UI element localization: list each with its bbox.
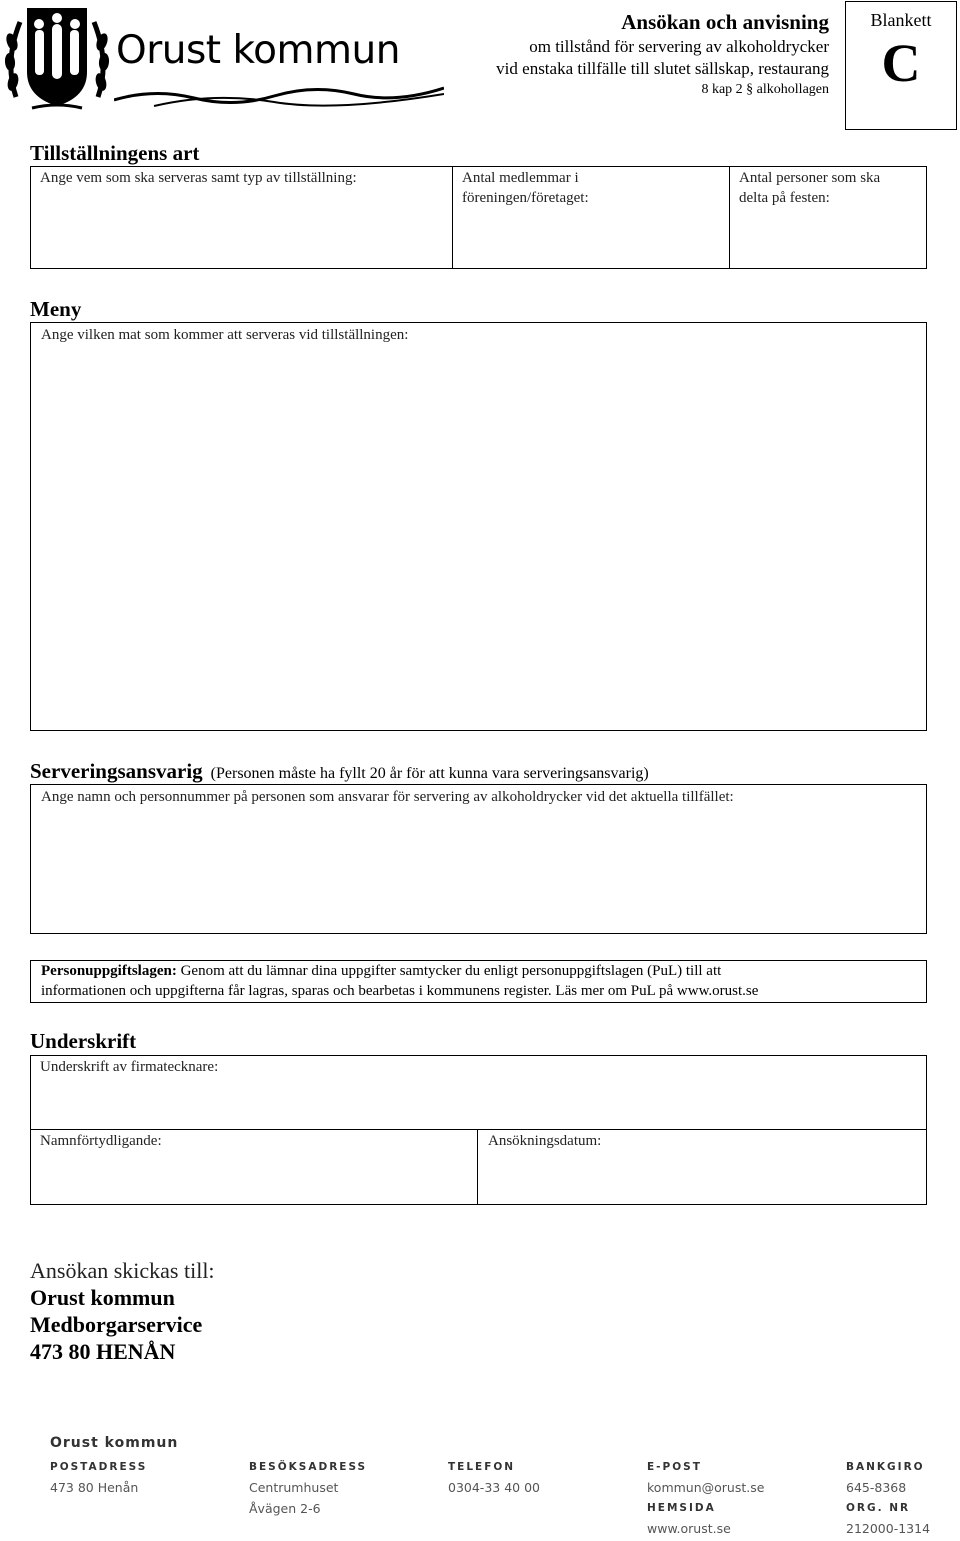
menu-field[interactable] bbox=[30, 322, 927, 731]
footer-besoksadress bbox=[249, 1461, 367, 1519]
member-count-label-2: föreningen/företaget: bbox=[462, 190, 589, 206]
guest-type-field[interactable] bbox=[32, 168, 450, 267]
application-date-label: Ansökningsdatum: bbox=[488, 1133, 602, 1149]
besoksadress-value-1: Centrumhuset bbox=[249, 1480, 339, 1495]
signature-field[interactable] bbox=[32, 1057, 925, 1128]
form-title: Ansökan och anvisning bbox=[621, 10, 829, 34]
blankett-label: Blankett bbox=[870, 10, 932, 30]
footer-postadress bbox=[50, 1461, 147, 1498]
hemsida-value[interactable]: www.orust.se bbox=[647, 1521, 731, 1536]
pul-text-2: informationen och uppgifterna får lagras, sparas och bearbetas i kommunens register. Läs mer om PuL på www.orust.se bbox=[41, 983, 759, 999]
orgnr-caption: ORG. NR bbox=[846, 1502, 911, 1514]
section-heading-meny: Meny bbox=[30, 297, 82, 321]
name-clarification-label: Namnförtydligande: bbox=[40, 1133, 162, 1149]
menu-label: Ange vilken mat som kommer att serveras vid tillställningen: bbox=[41, 327, 409, 343]
section-heading-art: Tillställningens art bbox=[30, 141, 200, 165]
logo-wordmark: Orust kommun bbox=[116, 28, 400, 73]
application-date-field[interactable] bbox=[479, 1131, 925, 1203]
form-subtitle-1: om tillstånd för servering av alkoholdrycker bbox=[529, 37, 829, 56]
art-divider-2 bbox=[729, 166, 730, 269]
municipal-logo bbox=[2, 2, 447, 114]
pul-bold-label: Personuppgiftslagen: bbox=[41, 963, 177, 979]
blankett-box bbox=[845, 1, 957, 130]
bankgiro-caption: BANKGIRO bbox=[846, 1461, 925, 1473]
art-divider-1 bbox=[452, 166, 453, 269]
send-to-department: Medborgarservice bbox=[30, 1312, 203, 1337]
besoksadress-value-2: Åvägen 2-6 bbox=[249, 1501, 321, 1516]
participant-count-field[interactable] bbox=[731, 168, 925, 267]
send-to-intro: Ansökan skickas till: bbox=[30, 1258, 215, 1283]
form-subtitle-2: vid enstaka tillfälle till slutet sällskap, restaurang bbox=[496, 59, 829, 78]
servering-heading-note: (Personen måste ha fyllt 20 år för att kunna vara serveringsansvarig) bbox=[210, 765, 649, 782]
member-count-label-1: Antal medlemmar i bbox=[462, 170, 579, 186]
responsible-person-field[interactable] bbox=[30, 784, 927, 934]
pul-line-1 bbox=[41, 961, 721, 982]
telefon-caption: TELEFON bbox=[448, 1461, 516, 1473]
form-law-reference: 8 kap 2 § alkohollagen bbox=[701, 82, 829, 97]
member-count-field[interactable] bbox=[454, 168, 727, 267]
pul-text-1: Genom att du lämnar dina uppgifter samtycker du enligt personuppgiftslagen (PuL) till att bbox=[180, 963, 722, 979]
logo-wave-decoration bbox=[114, 80, 444, 110]
bankgiro-value: 645-8368 bbox=[846, 1480, 907, 1495]
participant-count-label-2: delta på festen: bbox=[739, 190, 830, 206]
pul-notice bbox=[30, 960, 927, 1003]
footer-bankgiro bbox=[846, 1461, 930, 1539]
signature-label: Underskrift av firmatecknare: bbox=[40, 1059, 219, 1075]
send-to-postal: 473 80 HENÅN bbox=[30, 1339, 176, 1364]
guest-type-label: Ange vem som ska serveras samt typ av tillställning: bbox=[40, 170, 357, 186]
orgnr-value: 212000-1314 bbox=[846, 1521, 931, 1536]
blankett-letter: C bbox=[881, 33, 921, 93]
section-heading-servering bbox=[30, 759, 649, 784]
hemsida-caption: HEMSIDA bbox=[647, 1502, 716, 1514]
footer-org-name: Orust kommun bbox=[50, 1435, 179, 1451]
responsible-person-label: Ange namn och personnummer på personen som ansvarar för servering av alkoholdrycker vid det aktuella tillfället: bbox=[41, 789, 734, 805]
footer-epost bbox=[647, 1461, 764, 1539]
signature-divider-v bbox=[477, 1129, 478, 1205]
telefon-value: 0304-33 40 00 bbox=[448, 1480, 540, 1495]
section-heading-underskrift: Underskrift bbox=[30, 1029, 137, 1053]
signature-divider-h bbox=[30, 1129, 927, 1130]
postadress-value: 473 80 Henån bbox=[50, 1480, 139, 1495]
besoksadress-caption: BESÖKSADRESS bbox=[249, 1461, 368, 1473]
name-clarification-field[interactable] bbox=[32, 1131, 475, 1203]
footer-telefon bbox=[448, 1461, 540, 1498]
postadress-caption: POSTADRESS bbox=[50, 1461, 148, 1473]
send-to-org: Orust kommun bbox=[30, 1285, 175, 1310]
epost-value[interactable]: kommun@orust.se bbox=[647, 1480, 765, 1495]
servering-heading: Serveringsansvarig bbox=[30, 759, 203, 783]
epost-caption: E-POST bbox=[647, 1461, 702, 1473]
participant-count-label-1: Antal personer som ska bbox=[739, 170, 881, 186]
coat-of-arms-icon bbox=[2, 2, 112, 114]
